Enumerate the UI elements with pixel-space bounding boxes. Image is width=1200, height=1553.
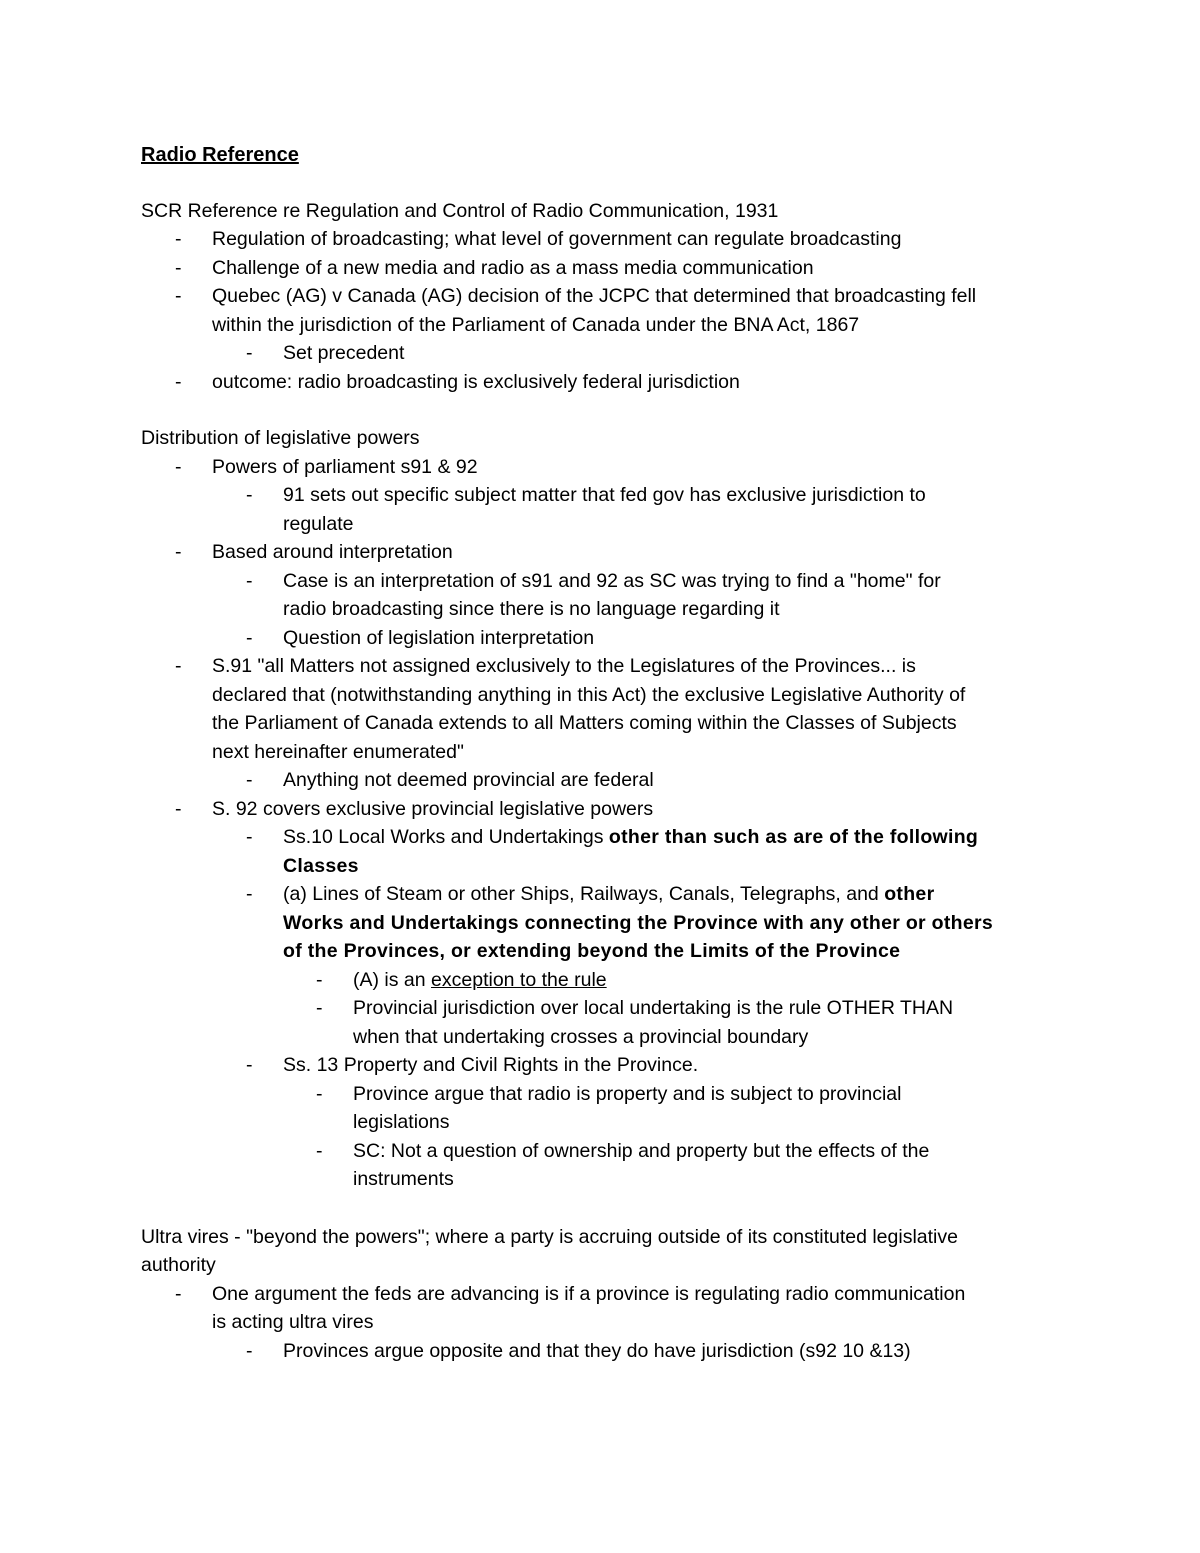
bold-text: other	[884, 883, 935, 905]
bullet-dash: -	[175, 655, 182, 677]
list-item: Challenge of a new media and radio as a mass media communication	[212, 257, 814, 279]
list-item: Regulation of broadcasting; what level of government can regulate broadcasting	[212, 228, 902, 250]
list-item: Anything not deemed provincial are federal	[283, 769, 654, 791]
bullet-dash: -	[175, 798, 182, 820]
list-item-continuation: within the jurisdiction of the Parliament of Canada under the BNA Act, 1867	[212, 314, 860, 336]
bullet-dash: -	[316, 1140, 323, 1162]
list-item: Provinces argue opposite and that they do have jurisdiction (s92 10 &13)	[283, 1340, 911, 1362]
section-heading-continuation: authority	[141, 1254, 216, 1276]
bullet-dash: -	[175, 1283, 182, 1305]
list-item	[283, 823, 978, 851]
plain-text: (A) is an	[353, 969, 432, 991]
plain-text: Ss.10 Local Works and Undertakings	[283, 826, 609, 848]
plain-text: (a) Lines of Steam or other Ships, Railways, Canals, Telegraphs, and	[283, 883, 885, 905]
list-item-continuation: when that undertaking crosses a provincial boundary	[353, 1026, 809, 1048]
bullet-dash: -	[246, 570, 253, 592]
list-item: Based around interpretation	[212, 541, 453, 563]
list-item: Province argue that radio is property and is subject to provincial	[353, 1083, 902, 1105]
bullet-dash: -	[175, 456, 182, 478]
list-item: Ss. 13 Property and Civil Rights in the Province.	[283, 1054, 699, 1076]
list-item	[283, 880, 934, 908]
bullet-dash: -	[316, 997, 323, 1019]
list-item-continuation: next hereinafter enumerated"	[212, 741, 464, 763]
bullet-dash: -	[175, 228, 182, 250]
section-heading: Ultra vires - "beyond the powers"; where a party is accruing outside of its constituted legislative	[141, 1226, 958, 1248]
underlined-text: exception to the rule	[431, 969, 607, 991]
bold-text: Classes	[283, 855, 359, 877]
list-item: Case is an interpretation of s91 and 92 as SC was trying to find a "home" for	[283, 570, 941, 592]
list-item-continuation	[283, 852, 359, 880]
bold-text: other than such as are of the following	[608, 826, 979, 848]
list-item-continuation: the Parliament of Canada extends to all Matters coming within the Classes of Subjects	[212, 712, 957, 734]
list-item-continuation: legislations	[353, 1111, 450, 1133]
list-item-continuation	[283, 909, 993, 937]
bullet-dash: -	[246, 627, 253, 649]
bullet-dash: -	[246, 883, 253, 905]
list-item: S.91 "all Matters not assigned exclusively to the Legislatures of the Provinces... is	[212, 655, 916, 677]
list-item: Set precedent	[283, 342, 405, 364]
list-item: Question of legislation interpretation	[283, 627, 595, 649]
list-item-continuation: radio broadcasting since there is no language regarding it	[283, 598, 780, 620]
list-item: Provincial jurisdiction over local undertaking is the rule OTHER THAN	[353, 997, 954, 1019]
bold-text: of the Provinces, or extending beyond the Limits of the Province	[283, 940, 901, 962]
list-item	[353, 966, 607, 994]
bullet-dash: -	[175, 541, 182, 563]
section-heading: Distribution of legislative powers	[141, 427, 420, 449]
list-item: SC: Not a question of ownership and property but the effects of the	[353, 1140, 930, 1162]
bullet-dash: -	[246, 769, 253, 791]
bullet-dash: -	[175, 257, 182, 279]
bullet-dash: -	[246, 1340, 253, 1362]
bullet-dash: -	[246, 484, 253, 506]
list-item: One argument the feds are advancing is if a province is regulating radio communication	[212, 1283, 966, 1305]
bullet-dash: -	[246, 826, 253, 848]
bullet-dash: -	[316, 969, 323, 991]
list-item-continuation: is acting ultra vires	[212, 1311, 374, 1333]
list-item-continuation: regulate	[283, 513, 354, 535]
bullet-dash: -	[246, 1054, 253, 1076]
list-item-continuation	[283, 937, 900, 965]
list-item: S. 92 covers exclusive provincial legislative powers	[212, 798, 654, 820]
bold-text: Works and Undertakings connecting the Province with any other or others	[283, 912, 994, 934]
list-item-continuation: declared that (notwithstanding anything in this Act) the exclusive Legislative Authority of	[212, 684, 966, 706]
section-heading: SCR Reference re Regulation and Control of Radio Communication, 1931	[141, 200, 779, 222]
bullet-dash: -	[175, 371, 182, 393]
list-item-continuation: instruments	[353, 1168, 454, 1190]
list-item: Powers of parliament s91 & 92	[212, 456, 478, 478]
bullet-dash: -	[246, 342, 253, 364]
list-item: 91 sets out specific subject matter that fed gov has exclusive jurisdiction to	[283, 484, 926, 506]
bullet-dash: -	[316, 1083, 323, 1105]
bullet-dash: -	[175, 285, 182, 307]
list-item: outcome: radio broadcasting is exclusively federal jurisdiction	[212, 371, 740, 393]
list-item: Quebec (AG) v Canada (AG) decision of the JCPC that determined that broadcasting fell	[212, 285, 977, 307]
page-title: Radio Reference	[141, 144, 299, 166]
